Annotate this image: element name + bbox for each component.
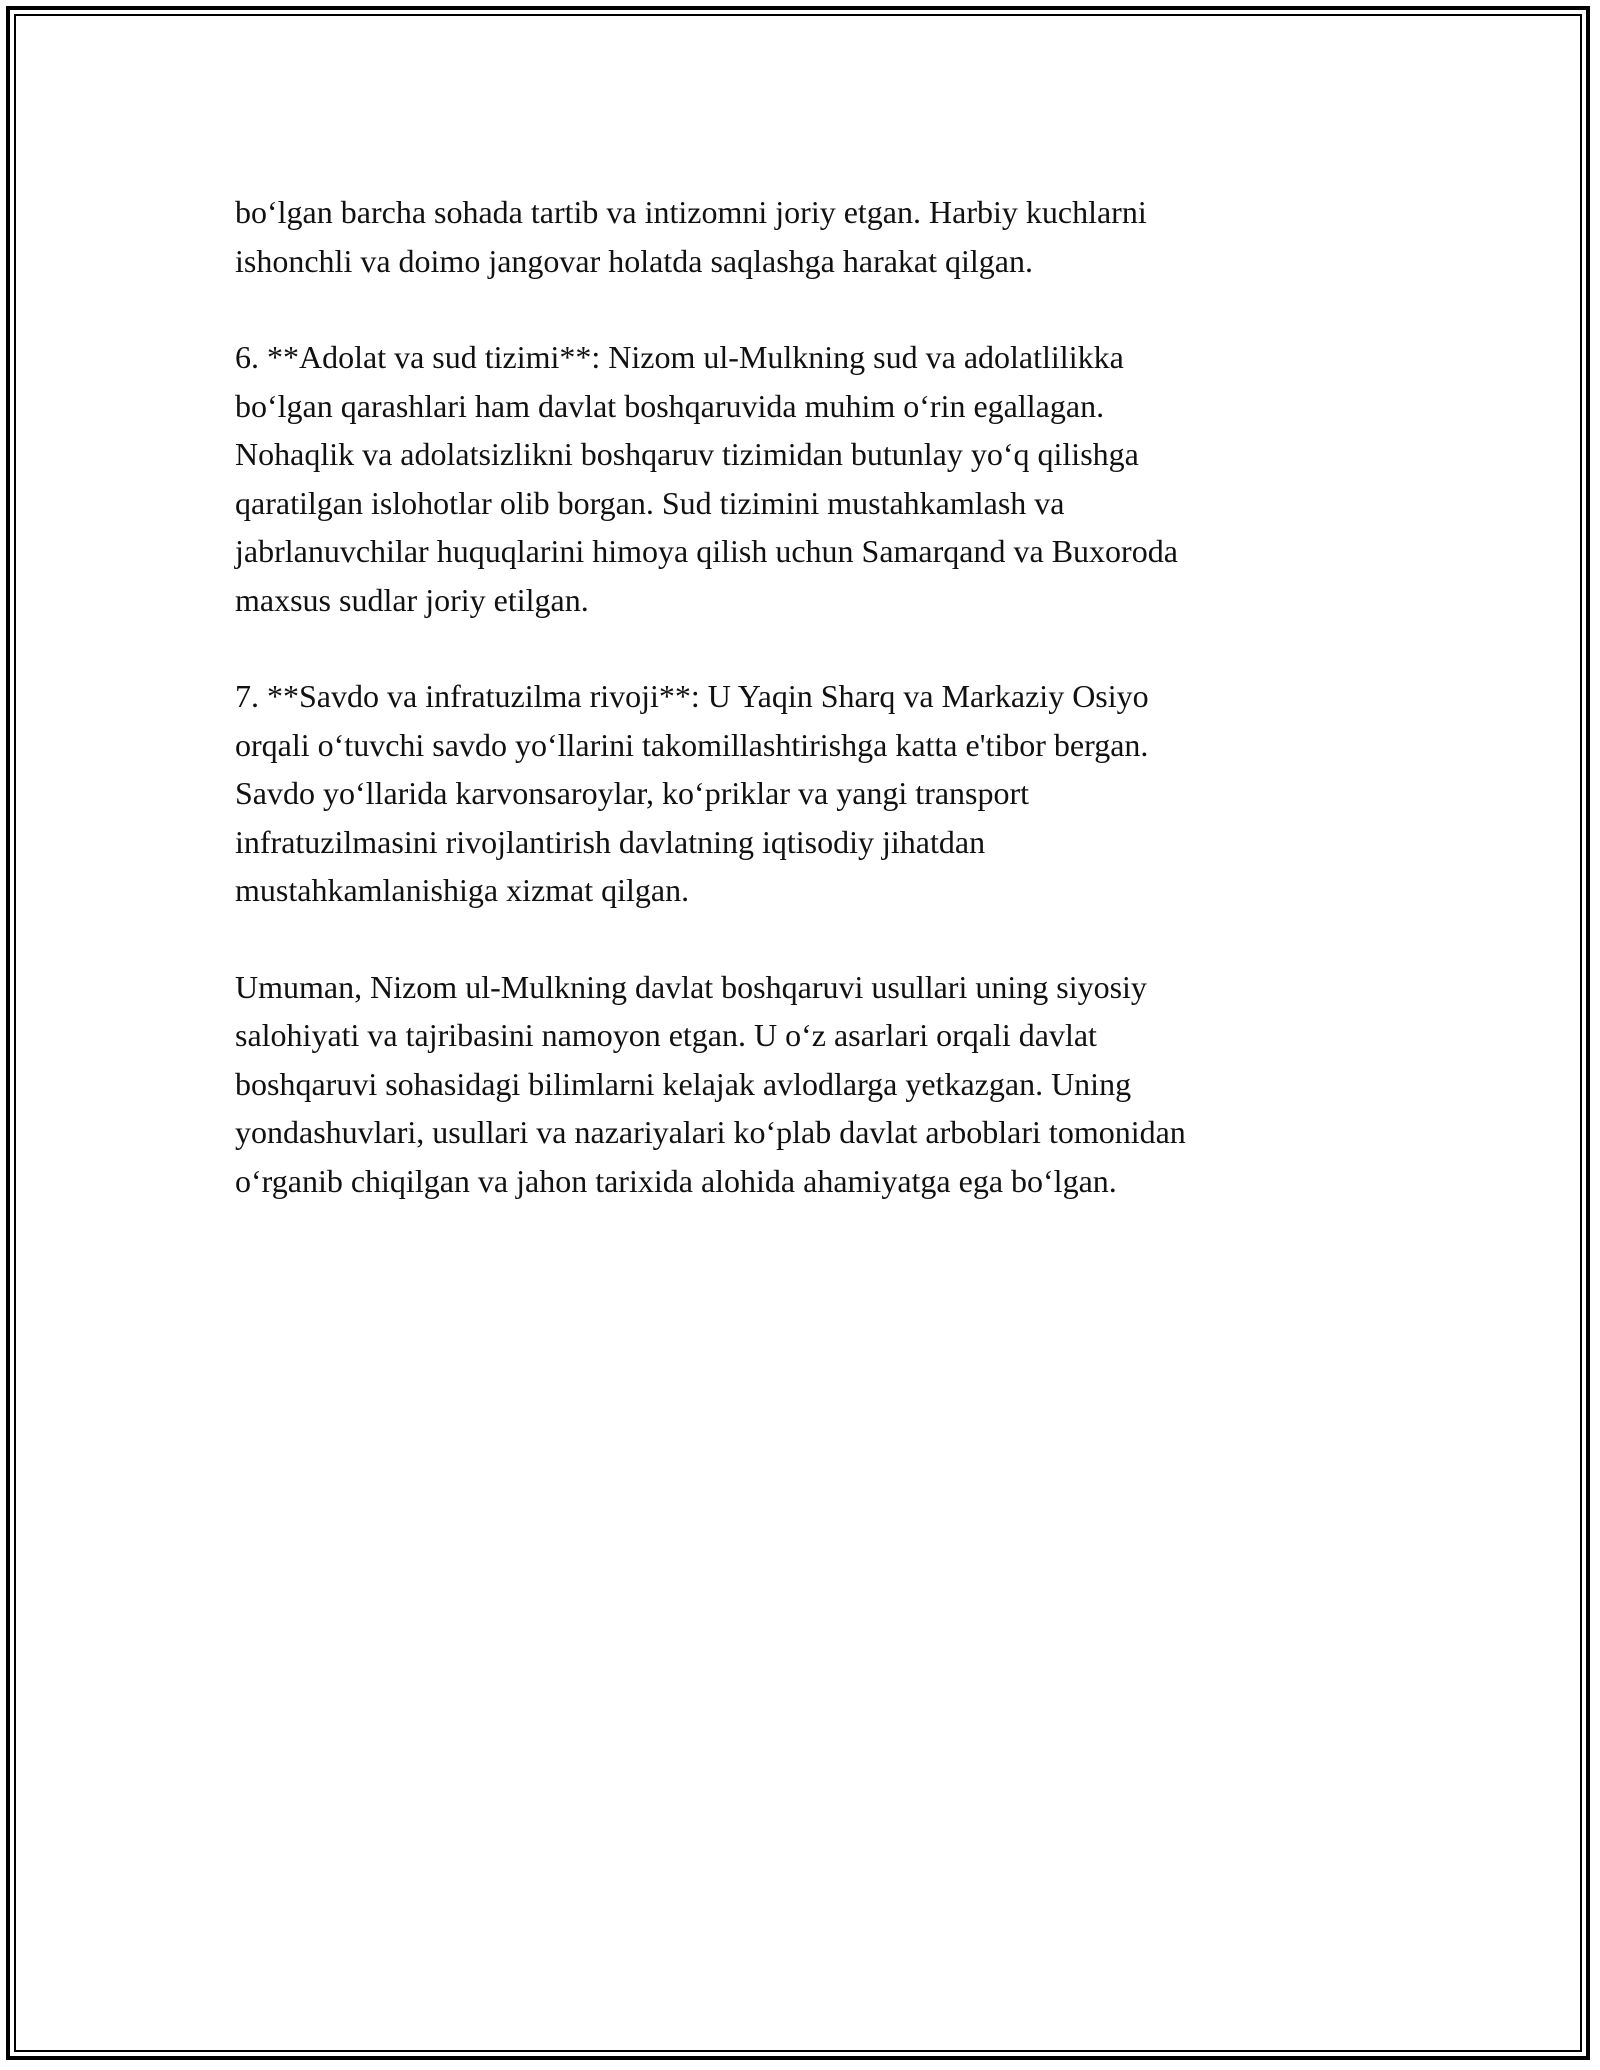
text-line: yondashuvlari, usullari va nazariyalari ko‘plab davlat arboblari tomonidan bbox=[235, 1114, 1186, 1150]
paragraph-conclusion bbox=[235, 963, 1355, 1206]
document-body bbox=[235, 188, 1355, 1253]
paragraph-justice-system bbox=[235, 333, 1355, 624]
paragraph-military-order bbox=[235, 188, 1355, 285]
text-line: salohiyati va tajribasini namoyon etgan. U o‘z asarlari orqali davlat bbox=[235, 1017, 1097, 1053]
text-line: 6. **Adolat va sud tizimi**: Nizom ul-Mulkning sud va adolatlilikka bbox=[235, 339, 1124, 375]
text-line: qaratilgan islohotlar olib borgan. Sud tizimini mustahkamlash va bbox=[235, 484, 1065, 521]
text-line: 7. **Savdo va infratuzilma rivoji**: U Yaqin Sharq va Markaziy Osiyo bbox=[235, 678, 1149, 714]
text-line: mustahkamlanishiga xizmat qilgan. bbox=[235, 872, 690, 908]
text-line: Umuman, Nizom ul-Mulkning davlat boshqaruvi usullari uning siyosiy bbox=[235, 968, 1147, 1005]
paragraph-trade-infrastructure bbox=[235, 672, 1355, 915]
text-line: o‘rganib chiqilgan va jahon tarixida alohida ahamiyatga ega bo‘lgan. bbox=[235, 1162, 1117, 1199]
text-line: bo‘lgan qarashlari ham davlat boshqaruvida muhim o‘rin egallagan. bbox=[235, 387, 1105, 424]
text-line: orqali o‘tuvchi savdo yo‘llarini takomillashtirishga katta e'tibor bergan. bbox=[235, 726, 1149, 763]
text-line: ishonchli va doimo jangovar holatda saqlashga harakat qilgan. bbox=[235, 242, 1033, 279]
text-line: infratuzilmasini rivojlantirish davlatning iqtisodiy jihatdan bbox=[235, 823, 986, 860]
text-line: Savdo yo‘llarida karvonsaroylar, ko‘priklar va yangi transport bbox=[235, 775, 1030, 811]
text-line: Nohaqlik va adolatsizlikni boshqaruv tizimidan butunlay yo‘q qilishga bbox=[235, 436, 1139, 472]
text-line: maxsus sudlar joriy etilgan. bbox=[235, 581, 589, 618]
text-line: bo‘lgan barcha sohada tartib va intizomni joriy etgan. Harbiy kuchlarni bbox=[235, 194, 1147, 230]
text-line: boshqaruvi sohasidagi bilimlarni kelajak avlodlarga yetkazgan. Uning bbox=[235, 1065, 1132, 1102]
text-line: jabrlanuvchilar huquqlarini himoya qilish uchun Samarqand va Buxoroda bbox=[235, 533, 1178, 569]
